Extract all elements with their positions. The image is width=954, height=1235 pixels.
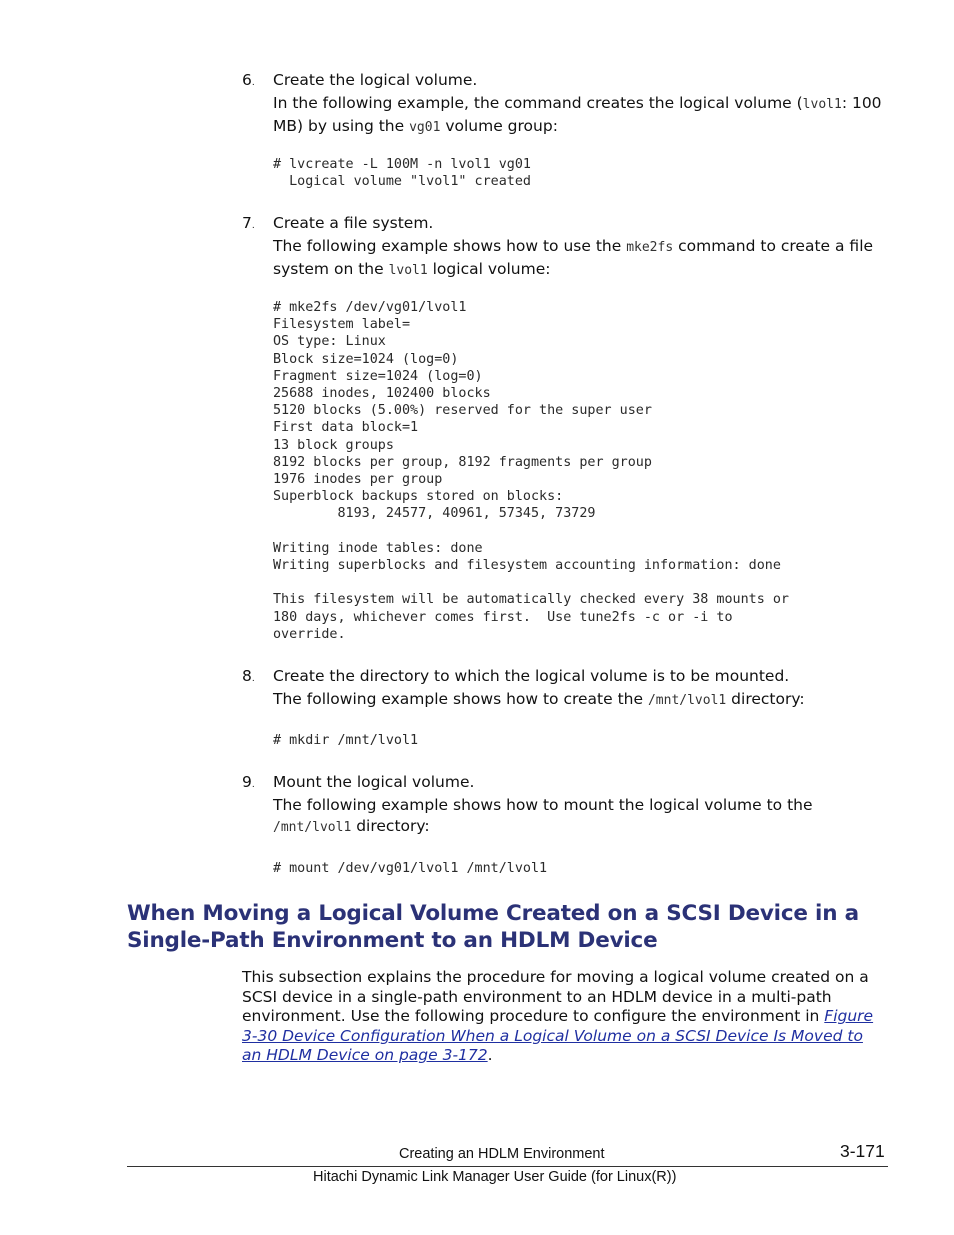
- step-number: 9.: [242, 773, 255, 791]
- inline-code: lvol1: [802, 97, 842, 112]
- description-text: The following example shows how to use the: [273, 237, 627, 255]
- description-text: directory:: [726, 690, 805, 708]
- step-description: [273, 795, 883, 838]
- step-description: [273, 93, 883, 138]
- step-8: [242, 666, 882, 712]
- description-text: The following example shows how to mount the logical volume to the: [273, 796, 813, 814]
- code-block-mkdir: # mkdir /mnt/lvol1: [273, 733, 419, 748]
- step-title: Create a file system.: [273, 214, 434, 232]
- inline-code: mke2fs: [626, 240, 674, 255]
- figure-reference-link[interactable]: Figure 3-30 Device Configuration When a Logical Volume on a SCSI Device Is Moved to an HDLM Device on page 3-172: [242, 1007, 874, 1065]
- step-description: [273, 236, 883, 281]
- step-description: [273, 689, 883, 712]
- section-heading: When Moving a Logical Volume Created on a SCSI Device in a Single-Path Environment to an HDLM Device: [127, 901, 859, 953]
- description-text: : 100 MB) by using the: [273, 94, 882, 135]
- step-number: 8.: [242, 667, 255, 685]
- inline-code: /mnt/lvol1: [273, 819, 352, 835]
- code-block-lvcreate: # lvcreate -L 100M -n lvol1 vg01 Logical volume "lvol1" created: [273, 157, 531, 190]
- footer-book-title: Hitachi Dynamic Link Manager User Guide (for Linux(R)): [313, 1169, 677, 1185]
- code-block-mke2fs: # mke2fs /dev/vg01/lvol1 Filesystem label= OS type: Linux Block size=1024 (log=0) Fragment size=1024 (log=0) 25688 inodes, 102400 blocks 5120 blocks (5.00%) reserved for the super user First data block=1 13 block groups 8192 blocks per group, 8192 fragments per group 1976 inodes per group Superblock backups stored on blocks: 8193, 24577, 40961, 57345, 73729 Writing inode tables: done Writing superblocks and filesystem accounting information: done This filesystem will be automatically checked every 38 mounts or 180 days, whichever comes first. Use tune2fs -c or -i to override.: [273, 300, 789, 642]
- description-text: In the following example, the command creates the logical volume (: [273, 94, 803, 112]
- step-title: Mount the logical volume.: [273, 773, 475, 791]
- step-number: 6.: [242, 71, 255, 89]
- step-9: [242, 772, 882, 838]
- step-title: Create the directory to which the logical volume is to be mounted.: [273, 667, 790, 685]
- step-6: [242, 70, 882, 138]
- step-number: 7.: [242, 214, 255, 232]
- code-block-mount: # mount /dev/vg01/lvol1 /mnt/lvol1: [273, 861, 548, 876]
- inline-code: vg01: [409, 119, 441, 135]
- footer-page-number: 3-171: [840, 1141, 885, 1161]
- description-text: logical volume:: [427, 259, 551, 278]
- footer-divider: [127, 1166, 888, 1167]
- description-text: command to create a file system on the: [273, 237, 874, 278]
- step-title: Create the logical volume.: [273, 71, 478, 89]
- section-intro: This subsection explains the procedure for moving a logical volume created on a SCSI device in a single-path environment to an HDLM device in a multi-path environment. Use the following procedure to configure the environment in Figure 3-30 Device Configuration When a Logical Volume on a SCSI Device Is Moved to an HDLM Device on page 3-172.: [242, 968, 874, 1065]
- inline-code: lvol1: [388, 262, 428, 278]
- description-text: The following example shows how to create the: [273, 690, 648, 708]
- inline-code: /mnt/lvol1: [647, 693, 727, 708]
- footer-chapter-title: Creating an HDLM Environment: [399, 1146, 605, 1162]
- description-text: volume group:: [440, 116, 558, 135]
- description-text: directory:: [351, 816, 430, 835]
- step-7: [242, 213, 882, 281]
